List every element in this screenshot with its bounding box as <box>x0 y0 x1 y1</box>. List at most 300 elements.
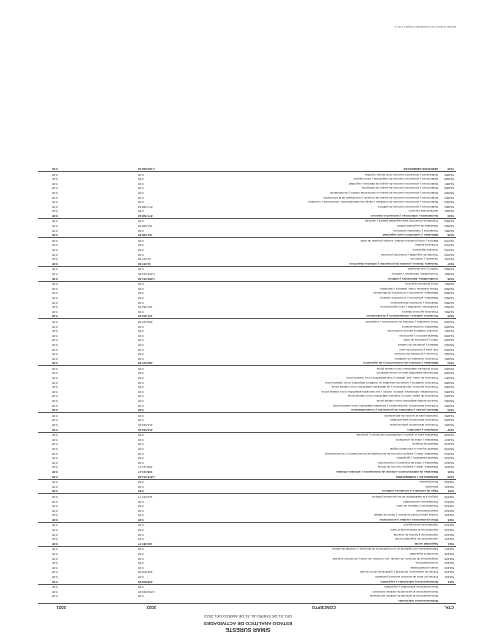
amount-prior-year: 0.00 <box>52 418 58 423</box>
amount-prior-year: 0.00 <box>52 300 58 305</box>
account-code: 512802 <box>444 224 454 229</box>
amount-current-year: 0.00 <box>138 356 144 361</box>
account-concept: Blancos y otros productos textiles, excepto prendas de vestir <box>360 238 438 243</box>
amount-prior-year: 0.00 <box>52 257 58 262</box>
account-concept: Medicinas y productos farmacéuticos <box>390 300 438 305</box>
account-code: 512405 <box>444 338 454 343</box>
amount-prior-year: 0.00 <box>52 286 58 291</box>
table-row <box>38 224 456 229</box>
table-row <box>38 352 456 357</box>
amount-current-year: 1,160,928.18 <box>138 166 155 171</box>
account-concept: Remuneraciones al personal de carácter transitorio <box>372 589 438 594</box>
account-concept: Material eléctrico y electrónico <box>399 333 438 338</box>
table-row <box>38 403 456 408</box>
amount-current-year: 0.00 <box>138 333 144 338</box>
account-concept: Materiales, útiles y equipos menores de oficina <box>377 465 438 470</box>
amount-current-year: 0.00 <box>138 200 144 205</box>
account-concept: Remuneraciones al personal de carácter permanente <box>369 594 438 599</box>
account-concept: Aportaciones para seguros <box>403 523 438 528</box>
account-concept: Otros productos adquiridos como materia prima <box>376 366 438 371</box>
amount-current-year: 0.00 <box>138 565 144 570</box>
amount-prior-year: 0.00 <box>52 474 58 479</box>
amount-prior-year: 0.00 <box>52 460 58 465</box>
account-code: 512307 <box>444 376 454 381</box>
table-row <box>38 598 456 603</box>
amount-current-year: 0.00 <box>138 177 144 182</box>
table-row <box>38 252 456 257</box>
amount-prior-year: 0.00 <box>52 342 58 347</box>
table-row <box>38 300 456 305</box>
amount-prior-year: 0.00 <box>52 447 58 451</box>
table-row <box>38 291 456 296</box>
account-concept: Refacciones y accesorios menores de mobiliario y equipo de administración, educacional y recreativo <box>308 200 438 205</box>
account-code: 512601 <box>444 272 454 277</box>
table-row <box>38 282 456 287</box>
amount-prior-year: 0.00 <box>52 267 58 272</box>
amount-current-year: 0.00 <box>138 403 144 408</box>
account-concept: Vidrio y productos de vidrio <box>403 338 438 343</box>
column-header-account: CTA. <box>444 605 454 610</box>
amount-current-year: 108,121.17 <box>138 469 153 474</box>
account-concept: Refacciones y accesorios menores de maquinaria y otros equipos <box>353 177 438 182</box>
account-code: 512202 <box>444 418 454 423</box>
table-row <box>38 408 456 414</box>
amount-prior-year: 0.00 <box>52 480 58 485</box>
table-row <box>38 561 456 566</box>
account-concept: Materiales y útiles de enseñanza <box>395 437 438 442</box>
table-row <box>38 286 456 291</box>
amount-current-year: 0.00 <box>138 399 144 404</box>
account-code: 5116 <box>447 489 454 494</box>
account-concept: Combustibles, lubricantes, aditivos, carbón y sus derivados adquiridos como materia prima <box>321 389 438 394</box>
account-code: 511404 <box>444 523 454 528</box>
account-code: 512407 <box>444 329 454 334</box>
amount-current-year: 0.00 <box>138 437 144 442</box>
amount-prior-year: 0.00 <box>52 433 58 438</box>
account-concept: Materiales y útiles de impresión y reproducción <box>377 460 438 465</box>
account-code: 512705 <box>444 238 454 243</box>
amount-prior-year: 0.00 <box>52 469 58 474</box>
account-code: 512303 <box>444 394 454 399</box>
amount-current-year: 0.00 <box>138 460 144 465</box>
amount-prior-year: 0.00 <box>52 361 58 366</box>
account-code: 512402 <box>444 352 454 357</box>
amount-prior-year: 0.00 <box>52 296 58 300</box>
table-row <box>38 267 456 272</box>
amount-current-year: 0.00 <box>138 480 144 485</box>
table-row <box>38 532 456 537</box>
amount-prior-year: 0.00 <box>52 413 58 418</box>
amount-prior-year: 0.00 <box>52 442 58 447</box>
amount-prior-year: 0.00 <box>52 541 58 546</box>
account-code: 512503 <box>444 300 454 305</box>
amount-current-year: 213,534.40 <box>138 427 153 432</box>
table-row <box>38 204 456 209</box>
table-row <box>38 329 456 334</box>
account-code: 512301 <box>444 403 454 408</box>
table-row <box>38 219 456 224</box>
table-row <box>38 261 456 267</box>
account-code: 5126 <box>447 276 454 281</box>
amount-current-year: 0.00 <box>138 243 144 248</box>
account-code: 5113 <box>447 579 454 584</box>
account-code: 512907 <box>444 181 454 186</box>
amount-prior-year: 0.00 <box>52 403 58 408</box>
column-header-concept: CONCEPTO <box>311 605 336 610</box>
account-code: 512203 <box>444 413 454 418</box>
amount-current-year: 0.00 <box>138 389 144 394</box>
amount-prior-year: 0.00 <box>52 324 58 329</box>
amount-prior-year: 0.00 <box>52 352 58 357</box>
amount-current-year: 0.00 <box>138 186 144 191</box>
table-row <box>38 247 456 252</box>
account-concept: Herramientas, refacciones y accesorios menores <box>370 213 438 218</box>
amount-prior-year: 0.00 <box>52 252 58 257</box>
table-row <box>38 456 456 461</box>
table-row <box>38 418 456 423</box>
table-row <box>38 523 456 528</box>
table-row <box>38 469 456 474</box>
account-code: 512506 <box>444 286 454 291</box>
account-concept: Productos químicos, farmacéuticos y de laboratorio <box>366 314 438 319</box>
table-row <box>38 324 456 329</box>
amount-current-year: 0.00 <box>138 366 144 371</box>
report-period: DEL 01 DE ENERO AL 31 DE MARZO DEL 2022 <box>204 614 292 619</box>
amount-current-year: 0.00 <box>138 324 144 329</box>
account-concept: Otros materiales y artículos de construcción y reparación <box>365 319 438 324</box>
amount-current-year: 1,063,331.36 <box>138 276 155 281</box>
account-code: 512903 <box>444 200 454 205</box>
amount-current-year: 0.00 <box>138 309 144 314</box>
table-row <box>38 314 456 320</box>
table-row <box>38 338 456 343</box>
account-code: 5128 <box>447 233 454 238</box>
table-row <box>38 480 456 485</box>
table-row <box>38 376 456 381</box>
table-row <box>38 190 456 195</box>
account-concept: Estímulos <box>425 484 438 489</box>
amount-current-year: 0.00 <box>138 385 144 390</box>
amount-current-year: 0.00 <box>138 517 144 522</box>
amount-prior-year: 0.00 <box>52 575 58 580</box>
amount-prior-year: 0.00 <box>52 494 58 499</box>
amount-current-year: 0.00 <box>138 376 144 381</box>
account-concept: Primas de vacaciones, dominical y gratificación de fin de año <box>359 570 438 575</box>
amount-prior-year: 0.00 <box>52 233 58 238</box>
table-row <box>38 233 456 239</box>
table-row <box>38 474 456 480</box>
amount-prior-year: 0.00 <box>52 219 58 224</box>
account-concept: Mercancías adquiridas para su comercialización <box>376 371 438 376</box>
table-row <box>38 460 456 465</box>
table-row <box>38 547 456 552</box>
account-concept: Artículos deportivos <box>412 248 438 253</box>
account-code: 512308 <box>444 371 454 376</box>
account-concept: Aportaciones a fondos de vivienda <box>393 532 438 537</box>
amount-prior-year: 0.00 <box>52 570 58 575</box>
amount-prior-year: 0.00 <box>52 585 58 590</box>
account-code: 5120 <box>447 474 454 479</box>
amount-current-year: 326,878.00 <box>138 570 153 575</box>
amount-current-year: 0.00 <box>138 228 144 233</box>
amount-current-year: 0.00 <box>138 282 144 287</box>
amount-current-year: 0.00 <box>138 499 144 504</box>
amount-prior-year: 0.00 <box>52 371 58 376</box>
table-row <box>38 585 456 590</box>
amount-current-year: 0.00 <box>138 296 144 300</box>
account-code: 511502 <box>444 508 454 513</box>
amount-prior-year: 0.00 <box>52 209 58 214</box>
amount-prior-year: 0.00 <box>52 489 58 494</box>
table-row <box>38 484 456 489</box>
amount-current-year: 0.00 <box>138 552 144 557</box>
table-row <box>38 446 456 451</box>
account-code: 512304 <box>444 389 454 394</box>
amount-prior-year: 0.00 <box>52 248 58 253</box>
account-code: 511402 <box>444 532 454 537</box>
page-footer: Estado Analítico de Actividades Página 2 de 3 <box>394 25 456 29</box>
amount-current-year: 0.00 <box>138 484 144 489</box>
account-code: 5115 <box>447 517 454 522</box>
table-row <box>38 342 456 347</box>
account-concept: Materiales para el registro e identificación de bienes y personas <box>356 433 438 438</box>
account-code: 512102 <box>444 460 454 465</box>
amount-prior-year: 0.00 <box>52 561 58 566</box>
table-row <box>38 565 456 570</box>
amount-prior-year: 0.00 <box>52 423 58 428</box>
account-concept: Materiales complementarios <box>401 324 438 329</box>
account-concept: Seguridad social <box>414 541 438 546</box>
table-row <box>38 333 456 338</box>
table-row <box>38 556 456 561</box>
amount-prior-year: 0.00 <box>52 589 58 594</box>
amount-current-year: 289,015.38 <box>138 319 153 324</box>
account-code: 512103 <box>444 456 454 461</box>
amount-current-year: 0.00 <box>138 291 144 296</box>
account-concept: MATERIALES Y SUMINISTROS <box>395 474 438 479</box>
table-row <box>38 186 456 191</box>
account-concept: Material estadístico y geográfico <box>396 456 438 461</box>
account-concept: Aportaciones de seguridad social <box>395 537 438 542</box>
account-code: 512305 <box>444 385 454 390</box>
account-code: 512306 <box>444 380 454 385</box>
account-concept: Otros productos químicos <box>405 282 438 287</box>
amount-prior-year: 0.00 <box>52 347 58 352</box>
account-code: 511302 <box>444 570 454 575</box>
amount-current-year: 213,534.40 <box>138 423 153 428</box>
account-code: 512702 <box>444 252 454 257</box>
table-row <box>38 465 456 470</box>
account-concept: Refacciones y accesorios menores de equipo de defensa y seguridad <box>348 181 438 186</box>
amount-current-year: 0.00 <box>138 561 144 566</box>
amount-prior-year: 0.00 <box>52 366 58 371</box>
table-row <box>38 504 456 509</box>
amount-prior-year: 0.00 <box>52 186 58 191</box>
amount-prior-year: 0.00 <box>52 329 58 334</box>
column-header-row <box>38 603 456 610</box>
account-code: 512104 <box>444 451 454 456</box>
amount-current-year: 0.00 <box>138 329 144 334</box>
amount-current-year: 101,352.00 <box>138 314 153 319</box>
table-row <box>38 177 456 182</box>
account-concept: Materiales, accesorios y suministros médicos <box>380 296 438 300</box>
account-concept: Compensaciones <box>415 561 438 566</box>
table-row <box>38 489 456 495</box>
account-concept: Remuneraciones adicionales y especiales <box>380 579 438 584</box>
account-concept: Materiales, accesorios y suministros de laboratorio <box>373 291 438 296</box>
account-concept: Productos alimenticios para animales <box>390 418 438 423</box>
table-row <box>38 166 456 172</box>
amount-prior-year: 0.00 <box>52 508 58 513</box>
amount-prior-year: 0.00 <box>52 385 58 390</box>
account-concept: Utensilios para el servicio de alimentación <box>384 413 438 418</box>
account-concept: Madera y productos de madera <box>397 342 438 347</box>
table-row <box>38 200 456 205</box>
amount-prior-year: 0.00 <box>52 451 58 456</box>
table-row <box>38 422 456 427</box>
table-row <box>38 380 456 385</box>
account-code: 511301 <box>444 575 454 580</box>
table-row <box>38 213 456 219</box>
table-row <box>38 594 456 599</box>
table-row <box>38 271 456 276</box>
amount-current-year: 41,007.56 <box>138 257 151 262</box>
amount-current-year: 0.00 <box>138 413 144 418</box>
account-code: 512406 <box>444 333 454 338</box>
table-row <box>38 541 456 547</box>
amount-prior-year: 0.00 <box>52 333 58 338</box>
account-code: 511303 <box>444 565 454 570</box>
amount-current-year: 0.00 <box>138 442 144 447</box>
amount-current-year: 0.00 <box>138 456 144 461</box>
account-concept: SERVICIOS GENERALES <box>403 166 438 171</box>
table-row <box>38 442 456 447</box>
amount-current-year: 289,015.38 <box>138 361 153 366</box>
account-concept: Horas extraordinarias <box>410 565 438 570</box>
table-row <box>38 413 456 418</box>
account-concept: Materiales de administración, emisión de documentos y artículos oficiales <box>335 469 438 474</box>
amount-current-year: 0.00 <box>138 248 144 253</box>
account-code: 512703 <box>444 248 454 253</box>
table-row <box>38 257 456 262</box>
amount-current-year: 0.00 <box>138 537 144 542</box>
amount-prior-year: 0.00 <box>52 338 58 343</box>
table-row <box>38 305 456 310</box>
amount-prior-year: 0.00 <box>52 456 58 461</box>
account-code: 5123 <box>447 408 454 413</box>
amount-current-year: 0.00 <box>138 181 144 186</box>
account-concept: Participaciones por vigilancia en el cumplimiento de las leyes y custodia de valores <box>331 547 438 552</box>
account-concept: Productos de cuero, piel, plástico y hule adquiridos como materia prima <box>346 376 438 381</box>
amount-prior-year: 0.00 <box>52 389 58 394</box>
account-concept: Remuneraciones adicionales <box>398 599 438 603</box>
account-code: 5122 <box>447 427 454 432</box>
account-code: 511403 <box>444 528 454 533</box>
amount-prior-year: 0.00 <box>52 408 58 413</box>
amount-prior-year: 0.00 <box>52 399 58 404</box>
account-code: 512901 <box>444 209 454 214</box>
amount-prior-year: 0.00 <box>52 380 58 385</box>
amount-current-year: 0.00 <box>138 547 144 552</box>
account-code: 5124 <box>447 361 454 366</box>
account-concept: Apoyos a la capacitación de los servidores públicos <box>371 494 438 499</box>
account-code: 511503 <box>444 504 454 509</box>
amount-current-year: 0.00 <box>138 575 144 580</box>
account-code: 5127 <box>447 261 454 266</box>
report-header <box>0 614 496 633</box>
amount-prior-year: 0.00 <box>52 579 58 584</box>
amount-prior-year: 0.00 <box>52 172 58 177</box>
amount-prior-year: 0.00 <box>52 427 58 432</box>
account-concept: Prestaciones y haberes de retiro <box>396 504 438 509</box>
table-row <box>38 347 456 352</box>
account-code: 512404 <box>444 342 454 347</box>
table-row <box>38 427 456 433</box>
account-concept: Productos alimenticios para personas <box>389 423 438 428</box>
amount-current-year: 0.00 <box>138 267 144 272</box>
account-code: 512602 <box>444 267 454 272</box>
account-code: 511504 <box>444 499 454 504</box>
amount-prior-year: 0.00 <box>52 594 58 599</box>
account-concept: Productos químicos básicos <box>402 309 438 314</box>
account-code: 512309 <box>444 366 454 371</box>
amount-prior-year: 0.00 <box>52 523 58 528</box>
amount-current-year: 0.00 <box>138 219 144 224</box>
amount-prior-year: 0.00 <box>52 195 58 200</box>
table-row <box>38 181 456 186</box>
table-row <box>38 385 456 390</box>
account-code: 512504 <box>444 296 454 300</box>
amount-prior-year: 0.00 <box>52 314 58 319</box>
amount-prior-year: 0.00 <box>52 556 58 561</box>
table-row <box>38 371 456 376</box>
account-concept: Vestuario y uniformes <box>410 257 438 262</box>
amount-current-year: 0.00 <box>138 451 144 456</box>
amount-prior-year: 0.00 <box>52 376 58 381</box>
account-code: 5114 <box>447 541 454 546</box>
amount-current-year: 0.00 <box>138 585 144 590</box>
table-row <box>38 589 456 594</box>
amount-prior-year: 0.00 <box>52 204 58 209</box>
account-concept: Alimentos y utensilios <box>407 427 438 432</box>
amount-prior-year: 0.00 <box>52 305 58 310</box>
amount-prior-year: 0.00 <box>52 499 58 504</box>
account-concept: Sustancias y materiales explosivos <box>393 228 438 233</box>
amount-current-year: 101,352.00 <box>138 305 153 310</box>
account-concept: Artículos metálicos para la construcción <box>387 329 438 334</box>
table-row <box>38 398 456 403</box>
amount-prior-year: 0.00 <box>52 504 58 509</box>
account-concept: Vestuario, blancos, prendas de protección y artículos deportivos <box>349 261 438 266</box>
amount-prior-year: 0.00 <box>52 228 58 233</box>
table-row <box>38 361 456 367</box>
amount-prior-year: 0.00 <box>52 513 58 518</box>
amount-current-year: 0.00 <box>138 338 144 343</box>
amount-current-year: 0.00 <box>138 508 144 513</box>
amount-current-year: 0.00 <box>138 342 144 347</box>
table-row <box>38 494 456 499</box>
amount-current-year: 0.00 <box>138 195 144 200</box>
account-concept: Fibras sintéticas, hules, plásticos y derivados <box>380 286 438 291</box>
amount-prior-year: 0.00 <box>52 547 58 552</box>
account-code: 512502 <box>444 305 454 310</box>
account-code: 512908 <box>444 177 454 182</box>
account-concept: Productos químicos, farmacéuticos y de laboratorio adquiridos como materia prima <box>331 385 438 390</box>
amount-prior-year: 0.00 <box>52 537 58 542</box>
table-row <box>38 537 456 542</box>
table-row <box>38 319 456 324</box>
account-code: 512704 <box>444 243 454 248</box>
